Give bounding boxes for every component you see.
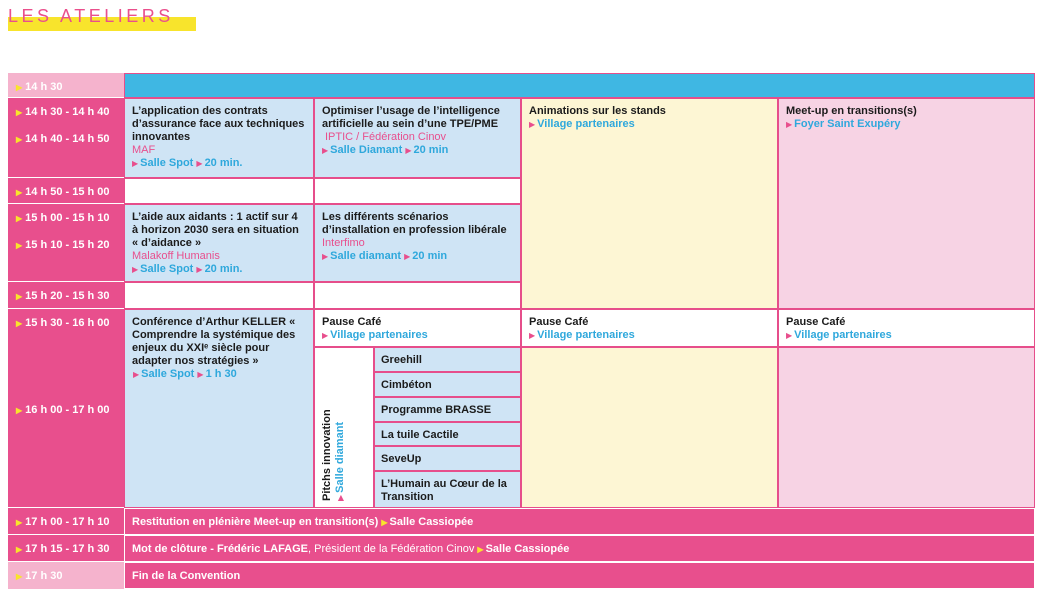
time-label: ▶ 16 h 00 - 17 h 00	[16, 404, 110, 416]
session-organizer: MAF	[132, 144, 156, 156]
time-label: ▶ 14 h 40 - 14 h 50	[16, 133, 110, 145]
cloture-room: Salle Cassiopée	[485, 543, 570, 555]
session-location: ▶ Salle diamant ▶ 20 min	[322, 250, 448, 262]
triangle-icon: ▶	[381, 518, 388, 527]
triangle-icon: ▶	[336, 494, 345, 501]
triangle-icon: ▶	[16, 214, 23, 223]
triangle-icon: ▶	[16, 108, 23, 117]
cloture-subtitle: , Président de la Fédération Cinov	[308, 543, 475, 555]
triangle-icon: ▶	[196, 159, 203, 168]
session-aidants[interactable]	[124, 204, 314, 282]
triangle-icon: ▶	[322, 331, 329, 340]
session-ia[interactable]	[314, 98, 521, 178]
triangle-icon: ▶	[16, 83, 23, 92]
triangle-icon: ▶	[322, 146, 329, 155]
session-title: Les différents scénarios d’installation en profession libérale	[322, 211, 507, 236]
pause-cafe-3[interactable]	[778, 309, 1035, 347]
triangle-icon: ▶	[16, 319, 23, 328]
session-title: Meet-up en transitions(s)	[786, 105, 917, 117]
restitution-band[interactable]	[124, 508, 1035, 535]
triangle-icon: ▶	[16, 545, 23, 554]
fin-text: Fin de la Convention	[132, 570, 241, 582]
triangle-icon: ▶	[132, 265, 139, 274]
session-organizer: IPTIC / Fédération Cinov	[325, 131, 447, 143]
session-installation[interactable]	[314, 204, 521, 282]
animations-stands[interactable]	[521, 98, 778, 309]
session-title: Optimiser l’usage de l’intelligence artificielle au sein d’une TPE/PME	[322, 105, 500, 130]
pitch-item[interactable]: SeveUp	[374, 446, 521, 471]
time-label: ▶ 15 h 00 - 15 h 10	[16, 212, 110, 224]
triangle-icon: ▶	[16, 241, 23, 250]
pause-cafe-2[interactable]	[521, 309, 778, 347]
triangle-icon: ▶	[529, 331, 536, 340]
empty-slot	[314, 178, 521, 204]
session-location: ▶ Salle Diamant ▶ 20 min	[322, 144, 449, 156]
time-label: ▶ 15 h 10 - 15 h 20	[16, 239, 110, 251]
triangle-icon: ▶	[196, 265, 203, 274]
time-slot-1715-1730: ▶ 17 h 15 - 17 h 30	[8, 535, 124, 562]
cloture-title: Mot de clôture - Frédéric LAFAGE	[132, 543, 309, 555]
empty-slot	[124, 282, 314, 309]
pause-cafe-1[interactable]	[314, 309, 521, 347]
pitch-item[interactable]: Greehill	[374, 347, 521, 372]
triangle-icon: ▶	[16, 406, 23, 415]
time-slot-1730: ▶ 17 h 30	[8, 562, 124, 589]
cloture-band[interactable]	[124, 535, 1035, 562]
triangle-icon: ▶	[16, 518, 23, 527]
session-title: Animations sur les stands	[529, 105, 666, 117]
time-label: ▶ 14 h 30 - 14 h 40	[16, 106, 110, 118]
session-location: ▶ Salle Spot ▶ 20 min.	[132, 157, 243, 169]
conference-keller[interactable]	[124, 309, 314, 508]
triangle-icon: ▶	[786, 120, 793, 129]
triangle-icon: ▶	[786, 331, 793, 340]
triangle-icon: ▶	[529, 120, 536, 129]
session-location: ▶ Salle Spot ▶ 20 min.	[132, 263, 243, 275]
time-slot-1530-1700	[8, 309, 124, 508]
time-slot-1450-1500: ▶ 14 h 50 - 15 h 00	[8, 178, 124, 204]
session-location: ▶ Salle Spot ▶ 1 h 30	[133, 368, 237, 380]
triangle-icon: ▶	[16, 292, 23, 301]
pitch-item[interactable]: Cimbéton	[374, 372, 521, 397]
session-title: Conférence d’Arthur KELLER « Comprendre la systémique des enjeux du XXIᵉ siècle pour adapter nos stratégies »	[132, 316, 296, 367]
meetup-transitions[interactable]	[778, 98, 1035, 309]
restitution-text: Restitution en plénière Meet-up en transition(s)	[132, 516, 379, 528]
triangle-icon: ▶	[197, 370, 204, 379]
time-slot-1700-1710: ▶ 17 h 00 - 17 h 10	[8, 508, 124, 535]
pitchs-vertical-text	[321, 351, 346, 501]
restitution-room: Salle Cassiopée	[389, 516, 474, 528]
pitch-item[interactable]: La tuile Cactile	[374, 422, 521, 446]
session-location: ▶ Village partenaires	[529, 118, 635, 130]
header-bar	[124, 73, 1035, 98]
time-slot-1430: ▶ 14 h 30	[8, 73, 124, 98]
pitchs-innovation-label	[314, 347, 374, 508]
session-title: L’aide aux aidants : 1 actif sur 4 à horizon 2030 sera en situation « d’aidance »	[132, 211, 299, 249]
triangle-icon: ▶	[132, 159, 139, 168]
time-slot-1500-1520	[8, 204, 124, 282]
triangle-icon: ▶	[404, 252, 411, 261]
triangle-icon: ▶	[133, 370, 140, 379]
time-slot-1520-1530: ▶ 15 h 20 - 15 h 30	[8, 282, 124, 309]
session-organizer: Malakoff Humanis	[132, 250, 220, 262]
time-slot-1430-1450	[8, 98, 124, 178]
empty-slot	[314, 282, 521, 309]
session-title: Pause Café	[786, 316, 846, 328]
pitchs-label: Pitchs innovation	[321, 409, 333, 501]
triangle-icon: ▶	[477, 545, 484, 554]
empty-slot	[124, 178, 314, 204]
session-location: ▶ Village partenaires	[529, 329, 635, 341]
page-title: LES ATELIERS	[8, 6, 174, 26]
session-location: ▶ Village partenaires	[322, 329, 428, 341]
session-assurance[interactable]	[124, 98, 314, 178]
pitchs-room: Salle diamant	[334, 421, 346, 493]
fin-band[interactable]	[124, 562, 1035, 589]
session-title: L’application des contrats d’assurance face aux techniques innovantes	[132, 105, 305, 143]
meetup-continued	[778, 347, 1035, 508]
triangle-icon: ▶	[16, 135, 23, 144]
pitch-item[interactable]: L’Humain au Cœur de la Transition	[374, 471, 521, 508]
animations-continued	[521, 347, 778, 508]
triangle-icon: ▶	[405, 146, 412, 155]
pitch-item[interactable]: Programme BRASSE	[374, 397, 521, 422]
triangle-icon: ▶	[16, 572, 23, 581]
triangle-icon: ▶	[322, 252, 329, 261]
triangle-icon: ▶	[16, 188, 23, 197]
session-location: ▶ Foyer Saint Exupéry	[786, 118, 901, 130]
session-organizer: Interfimo	[322, 237, 365, 249]
session-title: Pause Café	[322, 316, 382, 328]
session-title: Pause Café	[529, 316, 589, 328]
session-location: ▶ Village partenaires	[786, 329, 892, 341]
time-label: ▶ 15 h 30 - 16 h 00	[16, 317, 110, 329]
